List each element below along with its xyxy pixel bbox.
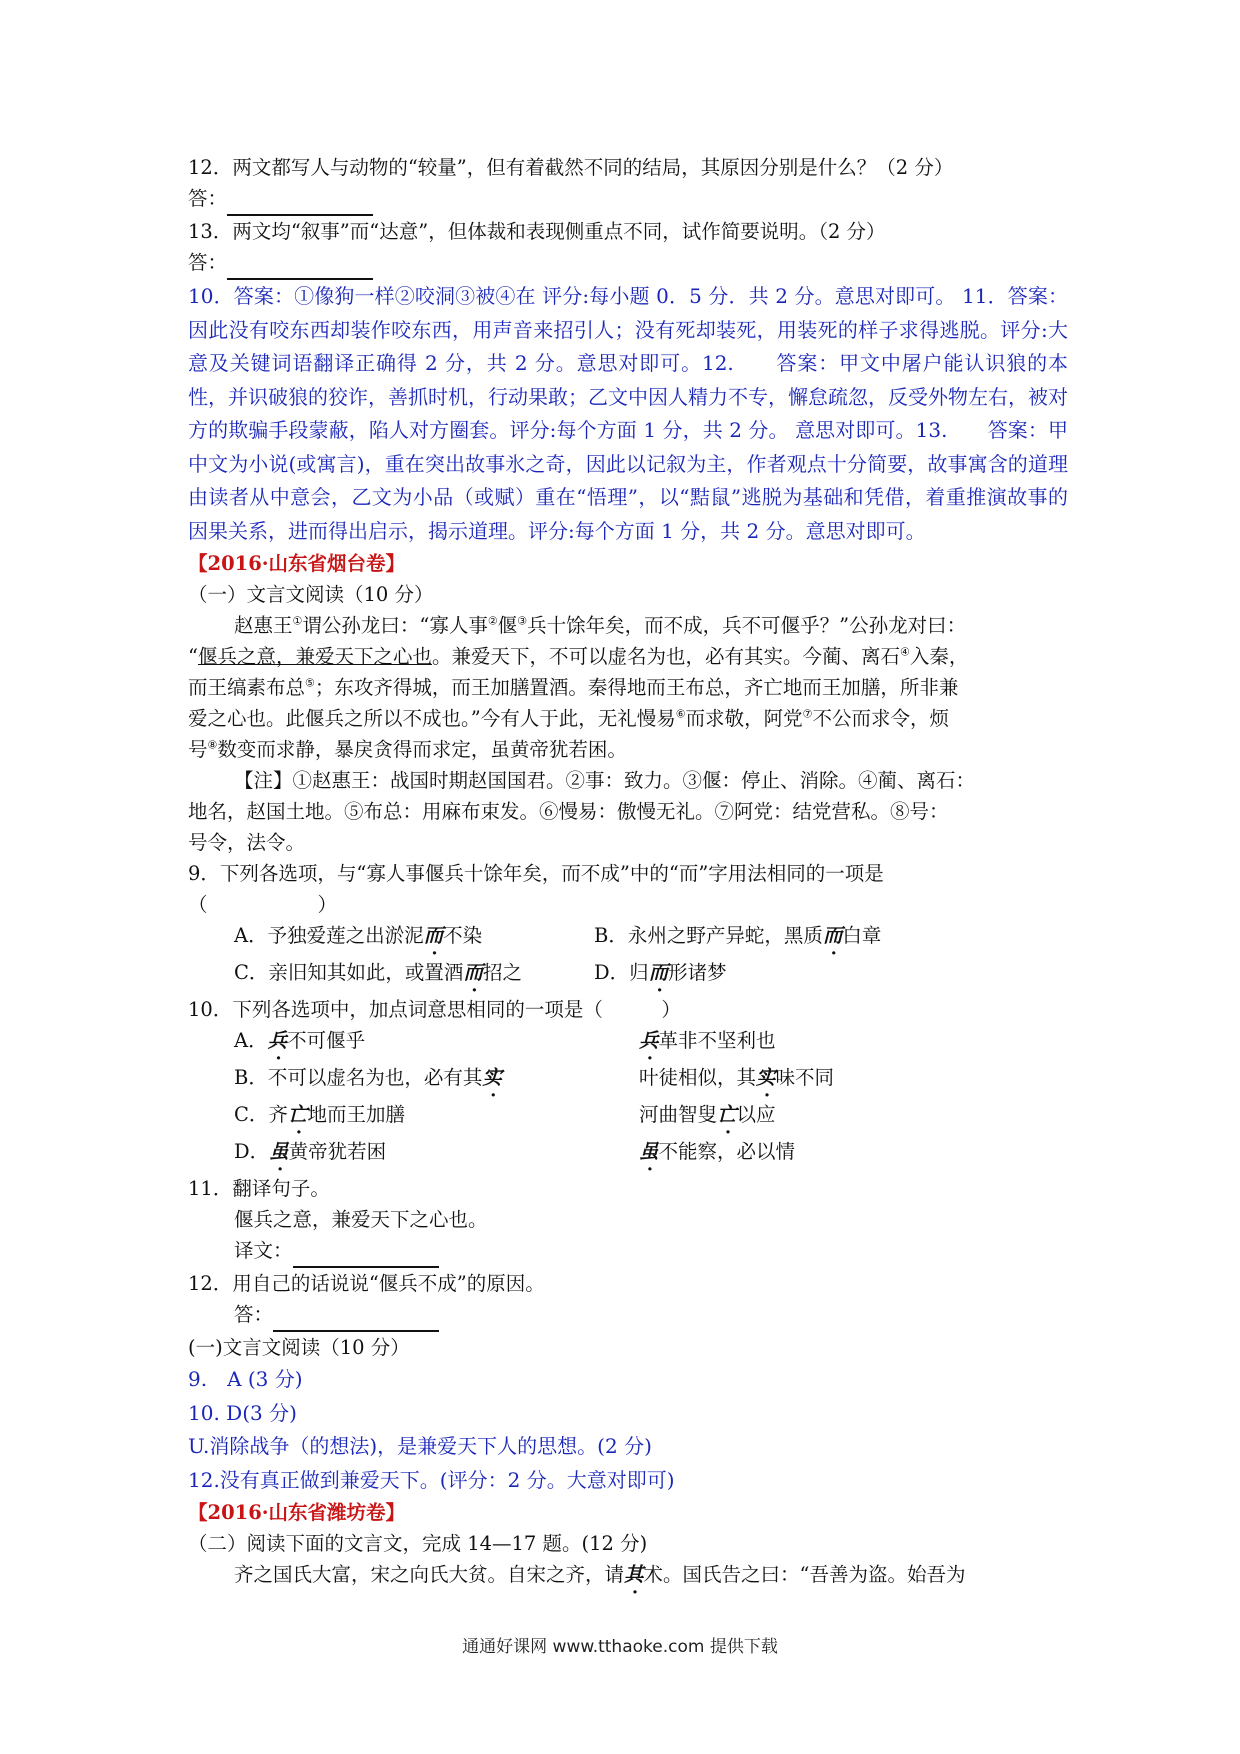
yantai-heading: （一）文言文阅读（10 分） <box>188 583 434 606</box>
underlined-sentence: 偃兵之意，兼爱天下之心也 <box>197 645 432 668</box>
yantai-answer-11: U.消除战争（的想法)，是兼爱天下人的思想。(2 分) <box>188 1434 652 1458</box>
answer-line-12 <box>188 183 1068 216</box>
yantai-answers-heading: (一)文言文阅读（10 分） <box>188 1336 410 1359</box>
question-11-answer: 译文： <box>188 1235 1068 1268</box>
answer-label: 答： <box>188 251 228 274</box>
note-line-1: 【注】①赵惠王：战国时期赵国国君。②事：致力。③偃：停止、消除。④蔺、离石： <box>234 769 976 792</box>
option-9a: A．予独爱莲之出淤泥而不染 <box>234 924 483 947</box>
answer-blank <box>227 183 373 216</box>
question-12-top: 12．两文都写人与动物的“较量”，但有着截然不同的结局，其原因分别是什么？（2 分） <box>188 156 954 179</box>
answer-line-13 <box>188 247 1068 280</box>
question-13-top: 13．两文均“叙事”而“达意”，但体裁和表现侧重点不同，试作简要说明。（2 分） <box>188 220 886 243</box>
answer-label: 答： <box>188 187 228 210</box>
question-12-stem: 12．用自己的话说说“偃兵不成”的原因。 <box>188 1272 545 1295</box>
section-title-yantai: 【2016·山东省烟台卷】 <box>188 552 406 575</box>
passage-line-5: 号⑧数变而求静，暴戾贪得而求定，虽黄帝犹若困。 <box>188 738 627 761</box>
passage-line-1: 赵惠王①谓公孙龙曰：“寡人事②偃③兵十馀年矣，而不成，兵不可偃乎？”公孙龙对曰： <box>234 614 967 637</box>
page-footer: 通通好课网 www.tthaoke.com 提供下载 <box>462 1637 778 1657</box>
answer-blank <box>293 1235 439 1268</box>
option-9b: B．永州之野产异蛇，黑质而白章 <box>594 924 882 947</box>
question-9-paren: （ ） <box>188 893 338 916</box>
option-10d: D．虽黄帝犹若困 虽不能察，必以情 <box>234 1140 796 1163</box>
yantai-answer-12: 12.没有真正做到兼爱天下。(评分：2 分。大意对即可) <box>188 1467 675 1492</box>
weifang-passage-line-1: 齐之国氏大富，宋之向氏大贫。自宋之齐，请其术。国氏告之曰：“吾善为盗。始吾为 <box>234 1563 966 1586</box>
question-11-stem: 11．翻译句子。 <box>188 1177 330 1200</box>
question-9-options-ab <box>188 920 1068 951</box>
question-11-sentence: 偃兵之意，兼爱天下之心也。 <box>234 1208 488 1231</box>
question-10-stem: 10．下列各选项中，加点词意思相同的一项是（ ） <box>188 998 681 1021</box>
yantai-answer-9: 9. A (3 分) <box>188 1367 303 1391</box>
question-9-options-cd <box>188 957 1068 988</box>
answer-blank <box>227 247 373 280</box>
document-body <box>188 152 1068 1590</box>
yantai-answer-10: 10. D(3 分) <box>188 1400 297 1425</box>
option-10a: A．兵不可偃乎 兵革非不坚利也 <box>234 1029 776 1052</box>
previous-answers: 10．答案：①像狗一样②咬洞③被④在 评分:每小题 0．5 分．共 2 分。意思对即可。 11．答案：因此没有咬东西却装作咬东西，用声音来招引人；没有死却装死，用装死的样子求得逃脱。评分:大意及关键词语翻译正确得 2 分，共 2 分。意思对即可。12. 答案：甲文中屠户能认识狼的本性，并识破狼的狡诈，善抓时机，行动果敢；乙文中因人精力不专，懈怠疏忽，反受外物左右，被对方的欺骗手段蒙蔽，陷人对方圈套。评分:每个方面 1 分，共 2 分。 意思对即可。13. 答案：甲中文为小说(或寓言)，重在突出故事氷之奇，因此以记叙为主，作者观点十分简要，故事寓含的道理由读者从中意会，乙文为小品（或赋）重在“悟理”，以“黠鼠”逃脱为基础和凭借，着重推演故事的因果关系，进而得出启示，揭示道理。评分:每个方面 1 分，共 2 分。意思对即可。 <box>188 284 1068 543</box>
passage-line-4: 爱之心也。此偃兵之所以不成也。”今有人于此，无礼慢易⑥而求敬，阿党⑦不公而求令，烦 <box>188 707 950 730</box>
passage-line-3: 而王缟素布总⑤；东攻齐得城，而王加膳置酒。秦得地而王布总，齐亡地而王加膳，所非兼 <box>188 676 959 699</box>
option-9d: D．归而形诸梦 <box>594 961 727 984</box>
passage-line-2: “偃兵之意，兼爱天下之心也。兼爱天下，不可以虚名为也，必有其实。今蔺、离石④入秦， <box>188 645 969 668</box>
section-title-weifang: 【2016·山东省潍坊卷】 <box>188 1501 406 1524</box>
question-12-answer: 答： <box>188 1299 1068 1332</box>
weifang-heading: （二）阅读下面的文言文，完成 14—17 题。(12 分) <box>188 1532 648 1555</box>
question-9-stem: 9．下列各选项，与“寡人事偃兵十馀年矣，而不成”中的“而”字用法相同的一项是 <box>188 862 884 885</box>
option-10b: B．不可以虚名为也，必有其实 叶徒相似，其实味不同 <box>234 1066 835 1089</box>
answer-blank <box>273 1299 439 1332</box>
note-line-2: 地名，赵国土地。⑤布总：用麻布束发。⑥慢易：傲慢无礼。⑦阿党：结党营私。⑧号： <box>188 800 949 823</box>
note-line-3: 号令，法令。 <box>188 831 306 854</box>
option-9c: C．亲旧知其如此，或置酒而招之 <box>234 961 522 984</box>
option-10c: C．齐亡地而王加膳 河曲智叟亡以应 <box>234 1103 776 1126</box>
